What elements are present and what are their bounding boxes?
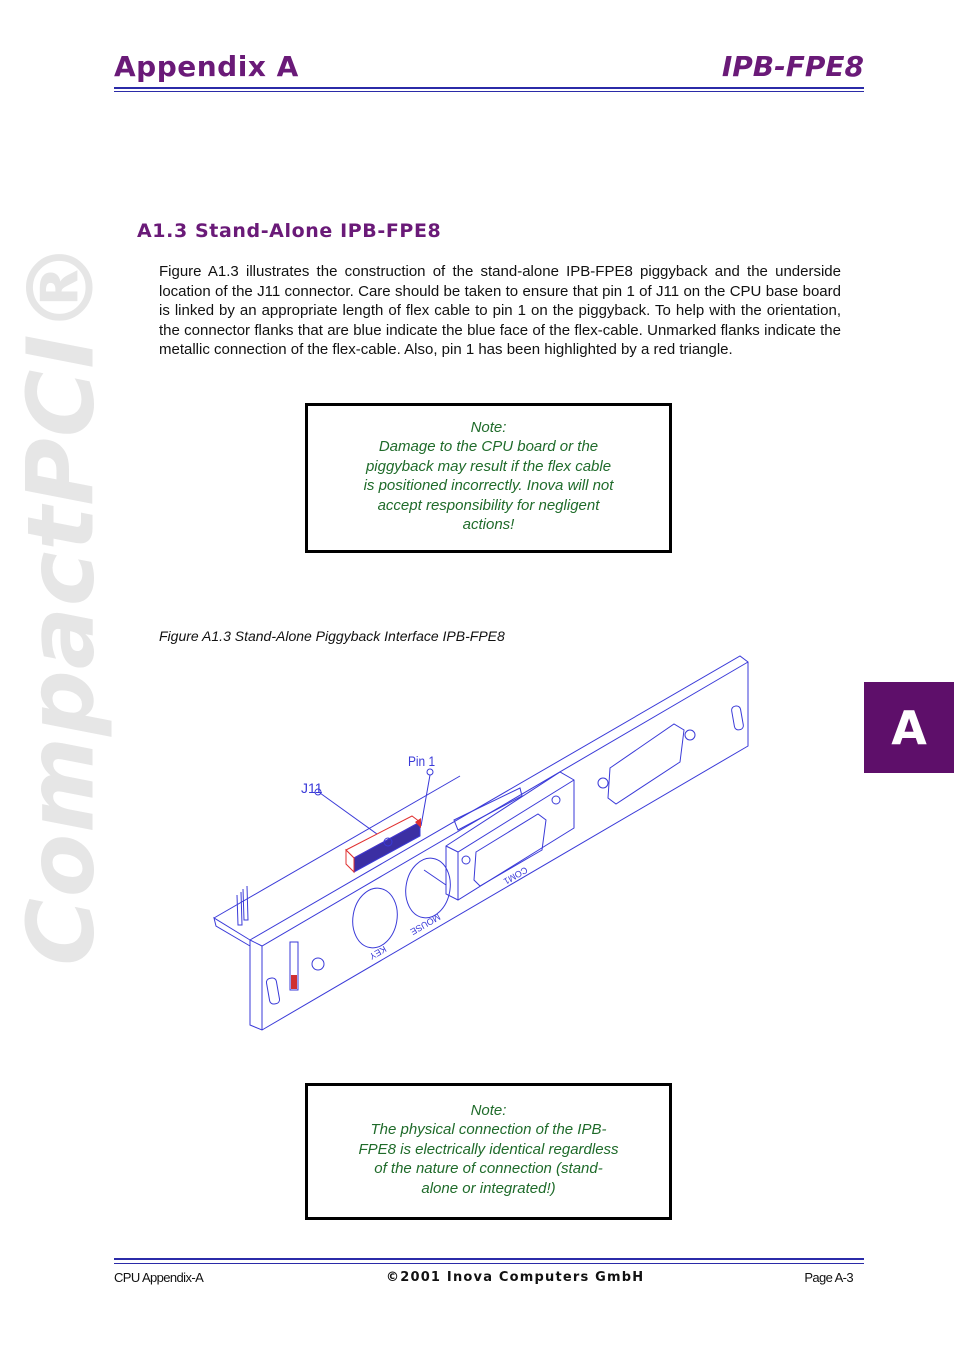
note-line: Note: (470, 419, 507, 436)
dsub-opening (608, 724, 684, 804)
note-line: alone or integrated!) (421, 1179, 556, 1197)
footer-page-number: Page A-3 (804, 1270, 853, 1285)
pin1-leader (421, 775, 430, 826)
note-line: The physical connection of the IPB- (370, 1121, 607, 1139)
note-line: FPE8 is electrically identical regardless (358, 1140, 619, 1158)
figure-caption: Figure A1.3 Stand-Alone Piggyback Interface IPB-FPE8 (159, 628, 505, 644)
mounting-slot (731, 705, 744, 730)
section-paragraph: Figure A1.3 illustrates the construction of the stand-alone IPB-FPE8 piggyback and the underside location of the J11 connector. Care should be taken to ensure that pin 1 of J11 on the CPU base board is linked by an appropriate length of flex cable to pin 1 on the piggyback. To help with the orientation, the connector flanks that are blue indicate the blue face of the flex-cable. Unmarked flanks indicate the metallic connection of the flex-cable. Also, pin 1 has been highlighted by a red triangle. (159, 263, 841, 358)
pin1-leader-dot (427, 769, 433, 775)
screw-hole (685, 730, 695, 740)
compactpci-watermark: CompactPCI® (7, 240, 115, 966)
note-line: accept responsibility for negligent (377, 496, 600, 514)
footer-rule-thin (114, 1263, 864, 1264)
footer-rule (114, 1258, 864, 1260)
info-note (305, 1083, 672, 1220)
note-line: piggyback may result if the flex cable (365, 457, 612, 475)
note-line: is positioned incorrectly. Inova will not (363, 477, 614, 495)
key-label: KEY (367, 943, 389, 962)
note-line: Damage to the CPU board or the (378, 438, 599, 456)
com1-label: COM1 (501, 864, 530, 887)
com1-screw (462, 856, 470, 864)
com1-screw (552, 796, 560, 804)
note-line: actions! (462, 516, 515, 534)
faceplate-outline (250, 656, 748, 1030)
note-line: Note: (470, 1102, 507, 1119)
screw-hole (312, 958, 324, 970)
header-appendix-title: Appendix A (114, 50, 299, 83)
footer-copyright: ©2001 Inova Computers GmbH (386, 1270, 645, 1285)
com1-connector-edge (446, 780, 574, 852)
ps2-keyboard-opening (348, 885, 402, 952)
header-product-title: IPB-FPE8 (721, 50, 864, 83)
section-title: A1.3 Stand-Alone IPB-FPE8 (137, 220, 442, 242)
note-line: of the nature of connection (stand- (374, 1160, 603, 1178)
footer-document-name: CPU Appendix-A (114, 1270, 204, 1285)
appendix-tab: A (864, 682, 954, 773)
guide-pin (243, 886, 248, 920)
faceplate-edge (250, 662, 748, 946)
faceplate-flange (214, 918, 250, 946)
guide-pin (237, 892, 242, 925)
ps2-mouse-opening (401, 855, 455, 922)
faceplate-flange (214, 776, 460, 918)
com1-back-block (454, 788, 522, 830)
mounting-slot (266, 977, 280, 1004)
j11-label: J11 (301, 780, 323, 796)
screw-hole (598, 778, 608, 788)
inova-logo-accent (291, 975, 297, 989)
mouse-label: MOUSE (408, 911, 443, 937)
ps2-mouse-detail (424, 870, 446, 885)
pin1-label: Pin 1 (408, 753, 436, 770)
